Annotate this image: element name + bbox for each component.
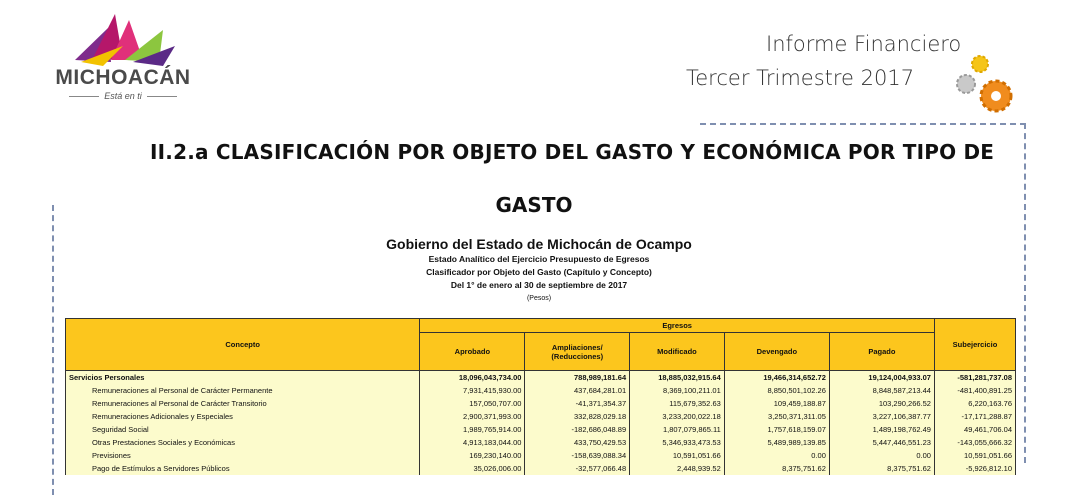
- table-cell: 5,489,989,139.85: [724, 436, 829, 449]
- table-cell: 3,233,200,022.18: [630, 410, 725, 423]
- table-cell: 433,750,429.53: [525, 436, 630, 449]
- report-title: Informe Financiero: [766, 32, 962, 56]
- table-cell: 0.00: [724, 449, 829, 462]
- category-row: [66, 371, 1016, 385]
- divider: [147, 96, 177, 97]
- table-cell: 7,931,415,930.00: [420, 384, 525, 397]
- table-cell: 8,850,501,102.26: [724, 384, 829, 397]
- table-row: [66, 462, 1016, 475]
- table-cell: 2,448,939.52: [630, 462, 725, 475]
- brand-tagline: Está en ti: [104, 91, 142, 101]
- row-label: Pago de Estímulos a Servidores Públicos: [66, 462, 420, 475]
- section-title-continued: GASTO: [495, 193, 573, 217]
- table-row: [66, 384, 1016, 397]
- table-row: [66, 410, 1016, 423]
- classifier-name: Clasificador por Objeto del Gasto (Capítulo y Concepto): [426, 267, 652, 277]
- table-cell: 169,230,140.00: [420, 449, 525, 462]
- table-cell: 0.00: [829, 449, 934, 462]
- table-header-row: [66, 319, 1016, 333]
- budget-table: [65, 318, 1016, 475]
- table-cell: 10,591,051.66: [630, 449, 725, 462]
- row-label: Otras Prestaciones Sociales y Económicas: [66, 436, 420, 449]
- row-label: Previsiones: [66, 449, 420, 462]
- concept-header: Concepto: [66, 319, 420, 371]
- units-label: (Pesos): [526, 295, 552, 302]
- table-cell: -158,639,088.34: [525, 449, 630, 462]
- table-cell: 8,375,751.62: [724, 462, 829, 475]
- row-label: Remuneraciones al Personal de Carácter Permanente: [66, 384, 420, 397]
- row-label: Remuneraciones al Personal de Carácter Transitorio: [66, 397, 420, 410]
- table-cell: 18,885,032,915.64: [630, 371, 725, 385]
- brand-name: MICHOACÁN: [55, 66, 191, 89]
- table-cell: 1,757,618,159.07: [724, 423, 829, 436]
- logo-mark-icon: [63, 10, 183, 68]
- table-cell: 788,989,181.64: [525, 371, 630, 385]
- table-cell: 1,807,079,865.11: [630, 423, 725, 436]
- row-label: Seguridad Social: [66, 423, 420, 436]
- tagline-row: [48, 91, 198, 101]
- table-cell: -41,371,354.37: [525, 397, 630, 410]
- column-header: Ampliaciones/ (Reducciones): [525, 333, 630, 371]
- table-cell: 5,447,446,551.23: [829, 436, 934, 449]
- table-row: [66, 436, 1016, 449]
- table-cell: -143,055,666.32: [934, 436, 1015, 449]
- table-cell: 332,828,029.18: [525, 410, 630, 423]
- table-cell: 103,290,266.52: [829, 397, 934, 410]
- table-cell: 3,227,106,387.77: [829, 410, 934, 423]
- report-period-range: Del 1° de enero al 30 de septiembre de 2017: [450, 280, 628, 290]
- divider: [69, 96, 99, 97]
- table-cell: 10,591,051.66: [934, 449, 1015, 462]
- table-cell: 8,369,100,211.01: [630, 384, 725, 397]
- table-cell: -182,686,048.89: [525, 423, 630, 436]
- table-cell: 157,050,707.00: [420, 397, 525, 410]
- report-period: Tercer Trimestre 2017: [686, 66, 915, 90]
- michoacan-logo: [48, 10, 198, 100]
- dashed-border-top: [700, 123, 1026, 125]
- table-row: [66, 423, 1016, 436]
- table-cell: 49,461,706.04: [934, 423, 1015, 436]
- column-header: Aprobado: [420, 333, 525, 371]
- table-cell: 35,026,006.00: [420, 462, 525, 475]
- subejercicio-header: Subejercicio: [934, 319, 1015, 371]
- table-cell: 1,989,765,914.00: [420, 423, 525, 436]
- column-header: Modificado: [630, 333, 725, 371]
- table-cell: 115,679,352.63: [630, 397, 725, 410]
- gears-icon: [946, 52, 1026, 116]
- table-cell: 4,913,183,044.00: [420, 436, 525, 449]
- table-cell: -581,281,737.08: [934, 371, 1015, 385]
- table-cell: -17,171,288.87: [934, 410, 1015, 423]
- section-title: II.2.a CLASIFICACIÓN POR OBJETO DEL GASTO Y ECONÓMICA POR TIPO DE: [150, 140, 995, 164]
- table-cell: -32,577,066.48: [525, 462, 630, 475]
- table-cell: 437,684,281.01: [525, 384, 630, 397]
- table-cell: 8,848,587,213.44: [829, 384, 934, 397]
- table-cell: 3,250,371,311.05: [724, 410, 829, 423]
- table-cell: -5,926,812.10: [934, 462, 1015, 475]
- table-cell: 19,466,314,652.72: [724, 371, 829, 385]
- table-cell: -481,400,891.25: [934, 384, 1015, 397]
- table-cell: 8,375,751.62: [829, 462, 934, 475]
- table-cell: 6,220,163.76: [934, 397, 1015, 410]
- category-label: Servicios Personales: [66, 371, 420, 385]
- column-header: Devengado: [724, 333, 829, 371]
- table-cell: 109,459,188.87: [724, 397, 829, 410]
- table-cell: 5,346,933,473.53: [630, 436, 725, 449]
- table-cell: 19,124,004,933.07: [829, 371, 934, 385]
- statement-name: Estado Analítico del Ejercicio Presupuesto de Egresos: [428, 254, 650, 264]
- table-cell: 18,096,043,734.00: [420, 371, 525, 385]
- table-cell: 2,900,371,993.00: [420, 410, 525, 423]
- organization-name: Gobierno del Estado de Michocán de Ocampo: [386, 236, 692, 252]
- row-label: Remuneraciones Adicionales y Especiales: [66, 410, 420, 423]
- table-cell: 1,489,198,762.49: [829, 423, 934, 436]
- table-row: [66, 397, 1016, 410]
- dashed-border-right: [1024, 123, 1026, 463]
- table-row: [66, 449, 1016, 462]
- column-header: Pagado: [829, 333, 934, 371]
- egresos-header: Egresos: [420, 319, 935, 333]
